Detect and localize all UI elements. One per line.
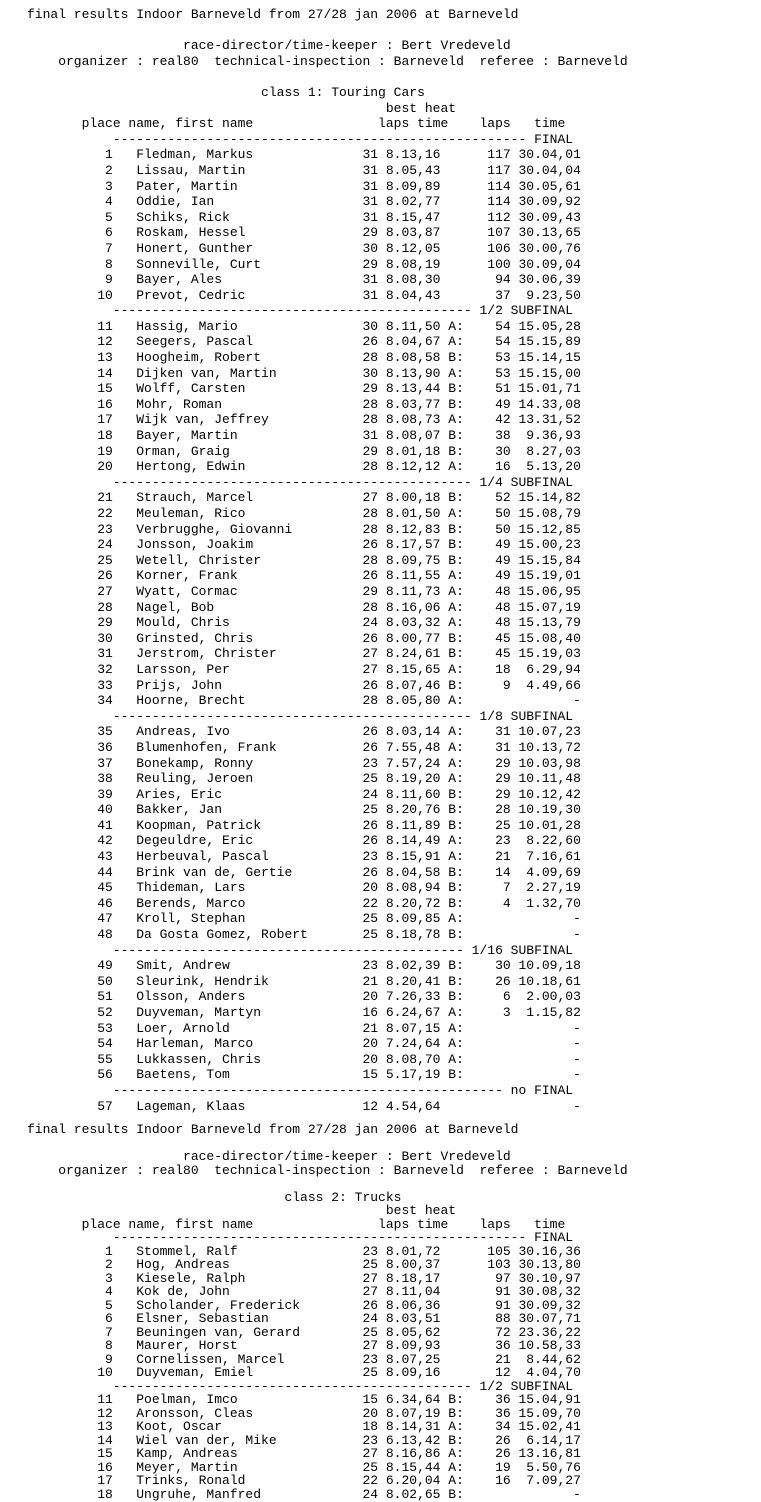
section-divider: ---------------------------------------------- 1/2 SUBFINAL	[27, 1378, 574, 1394]
result-row: 8 Sonneville, Curt 29 8.08,19 100 30.09,04	[27, 256, 581, 272]
result-row: 23 Verbrugghe, Giovanni 28 8.12,83 B: 50 15.12,85	[27, 521, 581, 537]
class2-results-block	[0, 1123, 761, 1501]
result-row: 14 Dijken van, Martin 30 8.13,90 A: 53 15.15,00	[27, 365, 581, 381]
result-row: 14 Wiel van der, Mike 23 6.13,42 B: 26 6.14,17	[27, 1432, 581, 1448]
result-row: 36 Blumenhofen, Frank 26 7.55,48 A: 31 10.13,72	[27, 739, 581, 755]
result-row: 42 Degeuldre, Eric 26 8.14,49 A: 23 8.22,60	[27, 833, 581, 849]
result-row: 27 Wyatt, Cormac 29 8.11,73 A: 48 15.06,95	[27, 583, 581, 599]
result-row: 2 Lissau, Martin 31 8.05,43 117 30.04,04	[27, 162, 581, 178]
result-row: 55 Lukkassen, Chris 20 8.08,70 A: -	[27, 1051, 581, 1067]
result-row: 40 Bakker, Jan 25 8.20,76 B: 28 10.19,30	[27, 802, 581, 818]
column-header: place name, first name laps time laps time	[27, 116, 566, 132]
result-row: 49 Smit, Andrew 23 8.02,39 B: 30 10.09,18	[27, 958, 581, 974]
result-row: 57 Lageman, Klaas 12 4.54,64 -	[27, 1098, 581, 1114]
result-row: 2 Hog, Andreas 25 8.00,37 103 30.13,80	[27, 1257, 581, 1273]
result-row: 15 Wolff, Carsten 29 8.13,44 B: 51 15.01,71	[27, 381, 581, 397]
result-row: 25 Wetell, Christer 28 8.09,75 B: 49 15.15,84	[27, 552, 581, 568]
result-row: 51 Olsson, Anders 20 7.26,33 B: 6 2.00,03	[27, 989, 581, 1005]
result-row: 28 Nagel, Bob 28 8.16,06 A: 48 15.07,19	[27, 599, 581, 615]
section-divider: ---------------------------------------------- 1/4 SUBFINAL	[27, 474, 574, 490]
blank-line	[27, 69, 761, 85]
section-divider: --------------------------------------------- 1/16 SUBFINAL	[27, 942, 574, 958]
officials-line: organizer : real80 technical-inspection : Barneveld referee : Barneveld	[27, 1162, 628, 1178]
officials-line: race-director/time-keeper : Bert Vredeveld	[27, 1149, 511, 1165]
result-row: 39 Aries, Eric 24 8.11,60 B: 29 10.12,42	[27, 786, 581, 802]
result-row: 54 Harleman, Marco 20 7.24,64 A: -	[27, 1036, 581, 1052]
result-row: 9 Bayer, Ales 31 8.08,30 94 30.06,39	[27, 272, 581, 288]
result-row: 10 Duyveman, Emiel 25 8.09,16 12 4.04,70	[27, 1365, 581, 1381]
result-row: 22 Meuleman, Rico 28 8.01,50 A: 50 15.08,79	[27, 506, 581, 521]
result-row: 29 Mould, Chris 24 8.03,32 A: 48 15.13,79	[27, 615, 581, 631]
result-row: 41 Koopman, Patrick 26 8.11,89 B: 25 10.01,28	[27, 817, 581, 833]
result-row: 31 Jerstrom, Christer 27 8.24,61 B: 45 15.19,03	[27, 646, 581, 662]
result-row: 34 Hoorne, Brecht 28 8.05,80 A: -	[27, 693, 581, 709]
result-row: 13 Koot, Oscar 18 8.14,31 A: 34 15.02,41	[27, 1419, 581, 1435]
officials-line: race-director/time-keeper : Bert Vredeveld	[27, 38, 511, 54]
result-row: 20 Hertong, Edwin 28 8.12,12 A: 16 5.13,20	[27, 459, 581, 475]
result-row: 48 Da Gosta Gomez, Robert 25 8.18,78 B: -	[27, 927, 581, 943]
section-divider: ---------------------------------------------- 1/2 SUBFINAL	[27, 303, 574, 319]
result-row: 19 Orman, Graig 29 8.01,18 B: 30 8.27,03	[27, 443, 581, 459]
officials-line: organizer : real80 technical-inspection : Barneveld referee : Barneveld	[27, 53, 628, 69]
result-row: 5 Schiks, Rick 31 8.15,47 112 30.09,43	[27, 209, 581, 225]
result-row: 46 Berends, Marco 22 8.20,72 B: 4 1.32,70	[27, 895, 581, 911]
result-row: 47 Kroll, Stephan 25 8.09,85 A: -	[27, 911, 581, 927]
result-row: 1 Stommel, Ralf 23 8.01,72 105 30.16,36	[27, 1243, 581, 1259]
section-divider: ---------------------------------------------- 1/8 SUBFINAL	[27, 708, 574, 724]
result-row: 6 Roskam, Hessel 29 8.03,87 107 30.13,65	[27, 225, 581, 241]
result-row: 38 Reuling, Jeroen 25 8.19,20 A: 29 10.11,48	[27, 771, 581, 787]
result-row: 16 Mohr, Roman 28 8.03,77 B: 49 14.33,08	[27, 396, 581, 412]
result-row: 18 Bayer, Martin 31 8.08,07 B: 38 9.36,93	[27, 428, 581, 444]
result-row: 3 Kiesele, Ralph 27 8.18,17 97 30.10,97	[27, 1270, 581, 1286]
result-row: 5 Scholander, Frederick 26 8.06,36 91 30.09,32	[27, 1297, 581, 1313]
result-row: 45 Thideman, Lars 20 8.08,94 B: 7 2.27,19	[27, 880, 581, 896]
result-row: 32 Larsson, Per 27 8.15,65 A: 18 6.29,94	[27, 661, 581, 677]
result-row: 35 Andreas, Ivo 26 8.03,14 A: 31 10.07,23	[27, 724, 581, 740]
result-row: 50 Sleurink, Hendrik 21 8.20,41 B: 26 10.18,61	[27, 973, 581, 989]
result-row: 1 Fledman, Markus 31 8.13,16 117 30.04,01	[27, 147, 581, 163]
result-row: 18 Ungruhe, Manfred 24 8.02,65 B: -	[27, 1486, 581, 1502]
best-heat-header: best heat	[27, 100, 457, 116]
class-heading: class 1: Touring Cars	[27, 84, 425, 100]
result-row: 33 Prijs, John 26 8.07,46 B: 9 4.49,66	[27, 677, 581, 693]
blank-line	[27, 1177, 761, 1191]
blank-line	[27, 23, 761, 39]
result-row: 37 Bonekamp, Ronny 23 7.57,24 A: 29 10.03,98	[27, 755, 581, 771]
result-row: 4 Kok de, John 27 8.11,04 91 30.08,32	[27, 1284, 581, 1300]
result-row: 7 Honert, Gunther 30 8.12,05 106 30.00,76	[27, 240, 581, 256]
result-row: 3 Pater, Martin 31 8.09,89 114 30.05,61	[27, 178, 581, 194]
section-divider: ----------------------------------------------------- FINAL	[27, 1230, 574, 1246]
result-row: 7 Beuningen van, Gerard 25 8.05,62 72 23.36,22	[27, 1324, 581, 1340]
result-row: 24 Jonsson, Joakim 26 8.17,57 B: 49 15.00,23	[27, 537, 581, 553]
section-divider: ----------------------------------------------------- FINAL	[27, 131, 574, 147]
result-row: 43 Herbeuval, Pascal 23 8.15,91 A: 21 7.16,61	[27, 849, 581, 865]
result-row: 44 Brink van de, Gertie 26 8.04,58 B: 14 4.09,69	[27, 864, 581, 880]
blank-line	[27, 1137, 761, 1151]
result-row: 30 Grinsted, Chris 26 8.00,77 B: 45 15.08,40	[27, 630, 581, 646]
result-row: 10 Prevot, Cedric 31 8.04,43 37 9.23,50	[27, 287, 581, 303]
best-heat-header: best heat	[27, 1203, 457, 1219]
document-title: final results Indoor Barneveld from 27/28 jan 2006 at Barneveld	[27, 1122, 519, 1138]
result-row: 21 Strauch, Marcel 27 8.00,18 B: 52 15.14,82	[27, 490, 581, 506]
section-divider: -------------------------------------------------- no FINAL	[27, 1082, 574, 1098]
result-row: 12 Aronsson, Cleas 20 8.07,19 B: 36 15.09,70	[27, 1405, 581, 1421]
result-row: 9 Cornelissen, Marcel 23 8.07,25 21 8.44,62	[27, 1351, 581, 1367]
result-row: 12 Seegers, Pascal 26 8.04,67 A: 54 15.15,89	[27, 334, 581, 350]
result-row: 4 Oddie, Ian 31 8.02,77 114 30.09,92	[27, 194, 581, 210]
result-row: 15 Kamp, Andreas 27 8.16,86 A: 26 13.16,81	[27, 1446, 581, 1462]
result-row: 17 Wijk van, Jeffrey 28 8.08,73 A: 42 13.31,52	[27, 412, 581, 428]
result-row: 13 Hoogheim, Robert 28 8.08,58 B: 53 15.14,15	[27, 350, 581, 366]
document-title: final results Indoor Barneveld from 27/28 jan 2006 at Barneveld	[27, 7, 519, 22]
result-row: 8 Maurer, Horst 27 8.09,93 36 10.58,33	[27, 1338, 581, 1354]
result-row: 6 Elsner, Sebastian 24 8.03,51 88 30.07,71	[27, 1311, 581, 1327]
result-row: 53 Loer, Arnold 21 8.07,15 A: -	[27, 1020, 581, 1036]
class-heading: class 2: Trucks	[27, 1189, 402, 1205]
result-row: 56 Baetens, Tom 15 5.17,19 B: -	[27, 1067, 581, 1083]
result-row: 16 Meyer, Martin 25 8.15,44 A: 19 5.50,76	[27, 1459, 581, 1475]
result-row: 52 Duyveman, Martyn 16 6.24,67 A: 3 1.15,82	[27, 1005, 581, 1020]
result-row: 26 Korner, Frank 26 8.11,55 A: 49 15.19,01	[27, 568, 581, 584]
result-row: 11 Hassig, Mario 30 8.11,50 A: 54 15.05,28	[27, 318, 581, 334]
column-header: place name, first name laps time laps time	[27, 1216, 566, 1232]
result-row: 11 Poelman, Imco 15 6.34,64 B: 36 15.04,91	[27, 1392, 581, 1408]
result-row: 17 Trinks, Ronald 22 6.20,04 A: 16 7.09,27	[27, 1473, 581, 1489]
